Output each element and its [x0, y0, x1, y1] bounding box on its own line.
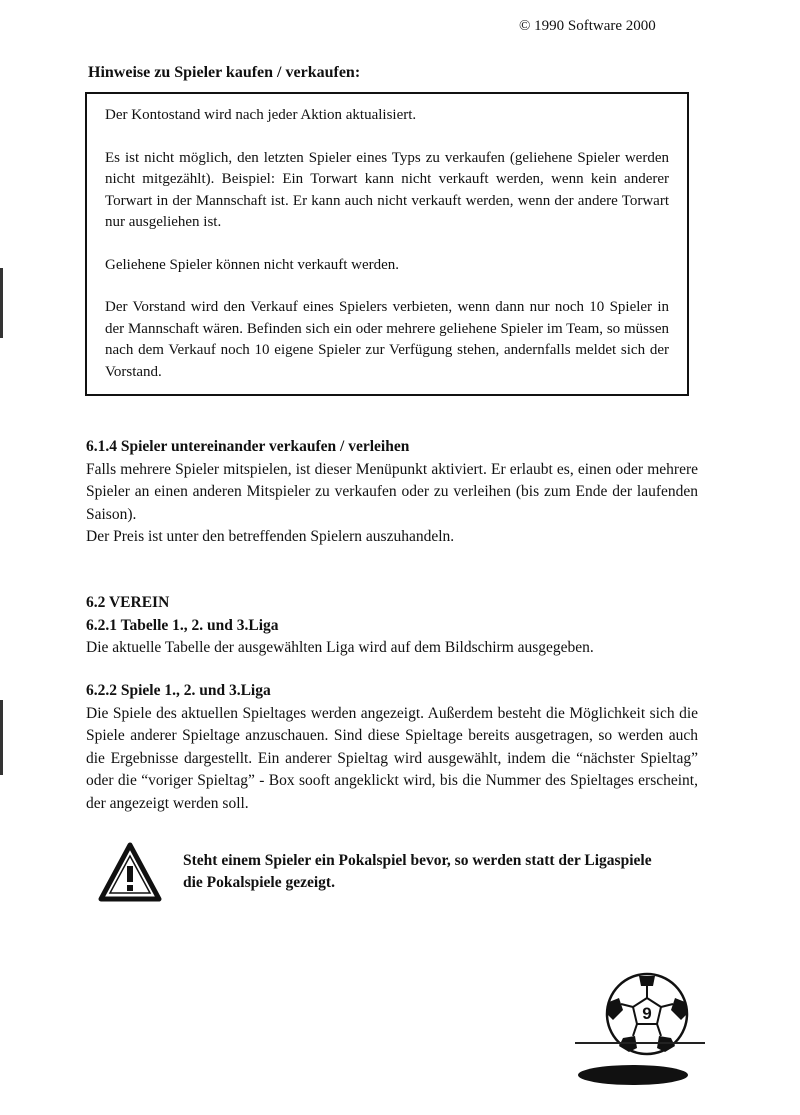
section-6-2	[86, 592, 698, 660]
warning-triangle-icon	[98, 842, 162, 902]
subsection-title: 6.2.1 Tabelle 1., 2. und 3.Liga	[86, 616, 279, 634]
section-title: 6.2 VEREIN	[86, 594, 170, 611]
section-6-1-4	[86, 436, 698, 549]
section-6-2-2	[86, 680, 698, 815]
notes-paragraph: Geliehene Spieler können nicht verkauft werden.	[105, 256, 400, 273]
subsection-body: Die Spiele des aktuellen Spieltages werden angezeigt. Außerdem besteht die Möglichkeit sich die Spiele anderer Spieltage anzuschauen. Sind diese Spieltage bereits ausgetragen, so werden auch die Ergebnisse dargestellt. Ein anderer Spieltag wird ausgewählt, indem die “nächster Spieltag” oder die “voriger Spieltag” - Box sooft angeklickt wird, bis die Nummer des Spieltages erscheint, der angezeigt werden soll.	[86, 704, 698, 812]
binding-mark	[0, 268, 3, 338]
section-body: Falls mehrere Spieler mitspielen, ist dieser Menüpunkt aktiviert. Er erlaubt es, einen oder mehrere Spieler an einen anderen Mitspieler zu verkaufen oder zu verleihen (bis zum Ende der laufenden Saison).	[86, 460, 698, 523]
warning-text: Steht einem Spieler ein Pokalspiel bevor, so werden statt der Ligaspiele die Pokalspiele gezeigt.	[183, 852, 652, 891]
notes-box	[85, 92, 689, 396]
subsection-body: Die aktuelle Tabelle der ausgewählten Liga wird auf dem Bildschirm ausgegeben.	[86, 639, 594, 656]
notes-paragraph: Der Kontostand wird nach jeder Aktion aktualisiert.	[105, 107, 417, 123]
section-body: Der Preis ist unter den betreffenden Spielern auszuhandeln.	[86, 528, 455, 545]
notes-paragraph: Es ist nicht möglich, den letzten Spieler eines Typs zu verkaufen (geliehene Spieler werden nicht mitgezählt). Beispiel: Ein Torwart kann nicht verkauft werden, wenn kein anderer Torwart in der Mannschaft ist. Er kann auch nicht verkauft werden, wenn der andere Torwart nur ausgeliehen ist.	[105, 149, 669, 230]
notes-heading: Hinweise zu Spieler kaufen / verkaufen:	[88, 64, 361, 81]
binding-mark	[0, 700, 3, 775]
ball-shadow	[578, 1065, 688, 1085]
page-number: 9	[642, 1004, 652, 1023]
ground-line	[575, 1042, 705, 1044]
section-title: 6.1.4 Spieler untereinander verkaufen / verleihen	[86, 438, 410, 455]
copyright-notice: © 1990 Software 2000	[519, 18, 656, 34]
notes-paragraph: Der Vorstand wird den Verkauf eines Spielers verbieten, wenn dann nur noch 10 Spieler in der Mannschaft wären. Befinden sich ein oder mehrere geliehene Spieler im Team, so müssen nach dem Verkauf noch 10 eigene Spieler zur Verfügung stehen, andernfalls meldet sich der Vorstand.	[105, 299, 669, 380]
subsection-title: 6.2.2 Spiele 1., 2. und 3.Liga	[86, 682, 271, 699]
